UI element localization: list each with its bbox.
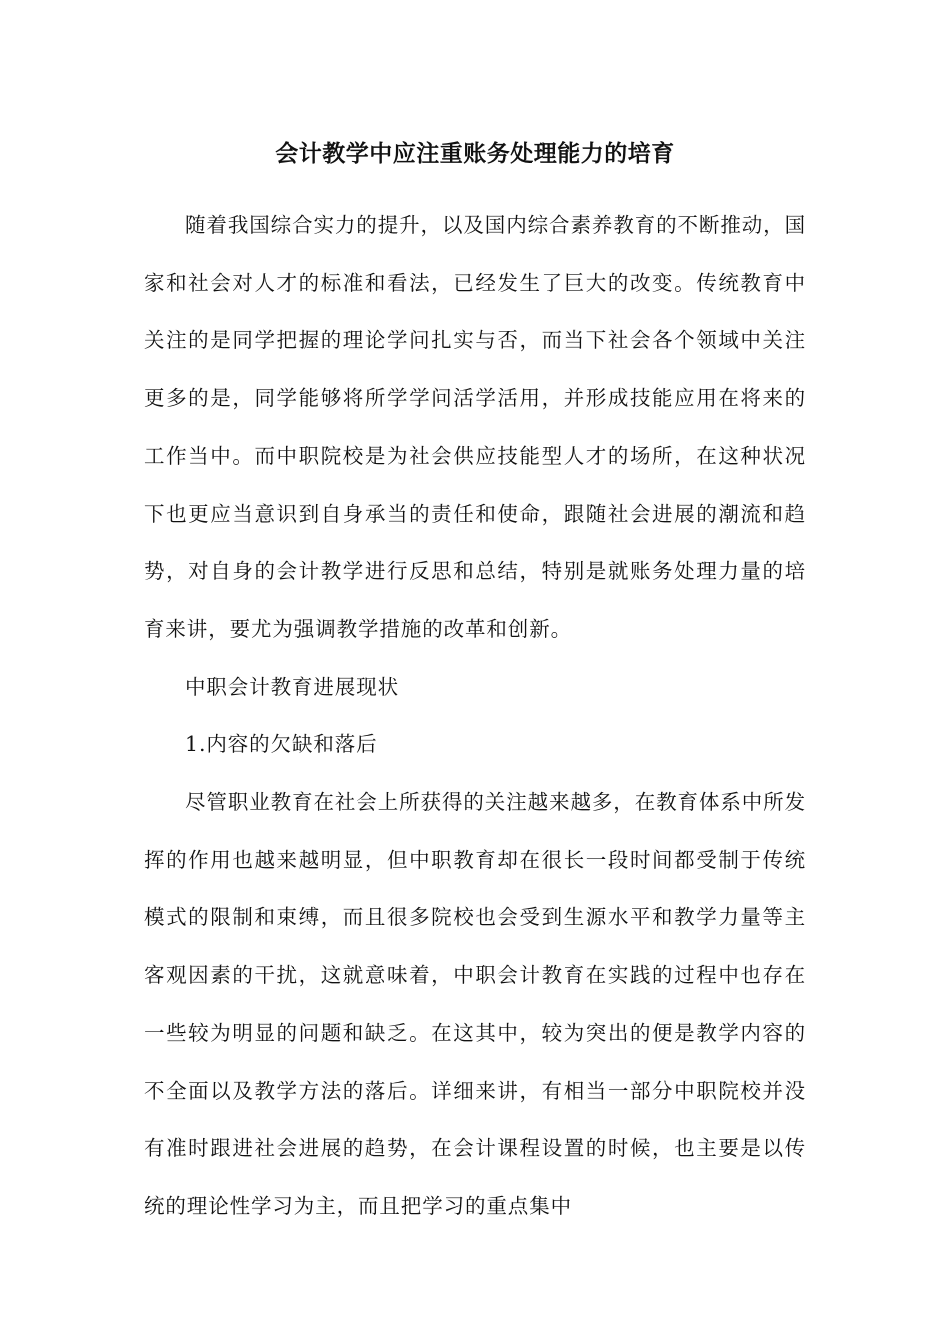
section-heading: 中职会计教育进展现状: [185, 674, 399, 699]
document-body: [144, 197, 806, 1236]
intro-paragraph: 随着我国综合实力的提升，以及国内综合素养教育的不断推动，国家和社会对人才的标准和看法，已经发生了巨大的改变。传统教育中关注的是同学把握的理论学问扎实与否，而当下社会各个领域中关注更多的是，同学能够将所学学问活学活用，并形成技能应用在将来的工作当中。而中职院校是为社会供应技能型人才的场所，在这种状况下也更应当意识到自身承当的责任和使命，跟随社会进展的潮流和趋势，对自身的会计教学进行反思和总结，特别是就账务处理力量的培育来讲，要尤为强调教学措施的改革和创新。: [144, 213, 806, 641]
subsection-heading: 1.内容的欠缺和落后: [185, 732, 378, 757]
document-title: 会计教学中应注重账务处理能力的培育: [275, 140, 675, 167]
body-paragraph: 尽管职业教育在社会上所获得的关注越来越多，在教育体系中所发挥的作用也越来越明显，但中职教育却在很长一段时间都受制于传统模式的限制和束缚，而且很多院校也会受到生源水平和教学力量等主客观因素的干扰，这就意味着，中职会计教育在实践的过程中也存在一些较为明显的问题和缺乏。在这其中，较为突出的便是教学内容的不全面以及教学方法的落后。详细来讲，有相当一部分中职院校并没有准时跟进社会进展的趋势，在会计课程设置的时候，也主要是以传统的理论性学习为主，而且把学习的重点集中: [144, 790, 806, 1218]
